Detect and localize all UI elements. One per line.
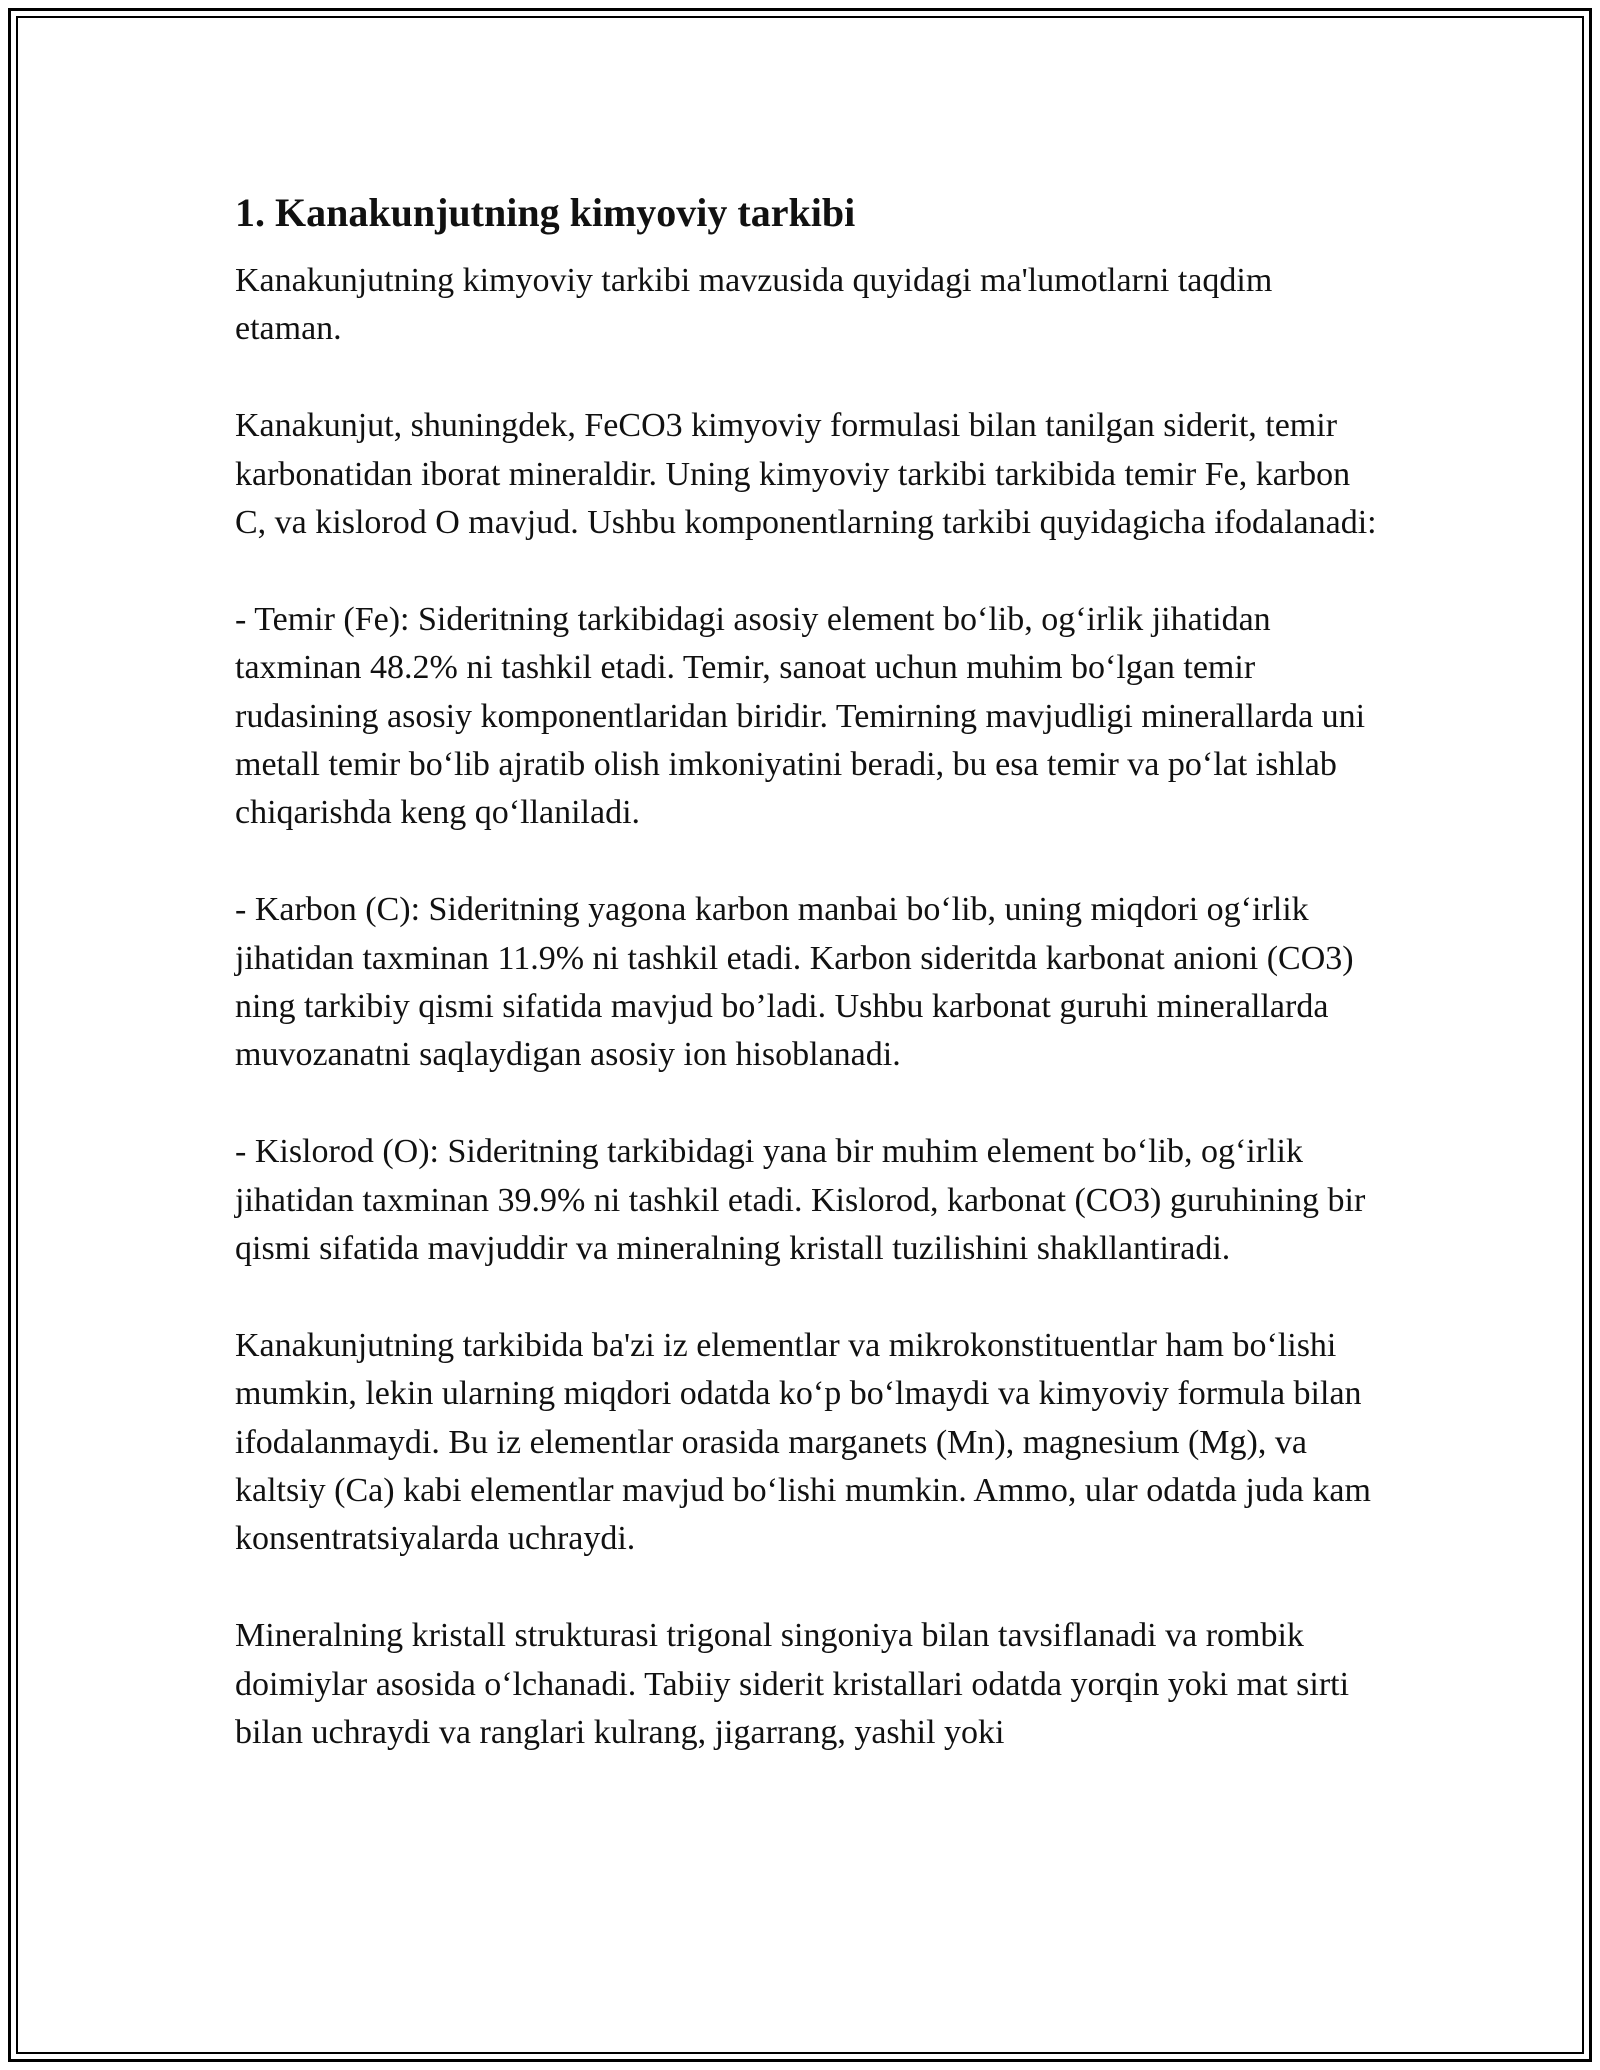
paragraph-intro: Kanakunjutning kimyoviy tarkibi mavzusida quyidagi ma'lumotlarni taqdim etaman. [235, 262, 1273, 348]
paragraph-iron: - Temir (Fe): Sideritning tarkibidagi asosiy element bo‘lib, og‘irlik jihatidan taxminan 48.2% ni tashkil etadi. Temir, sanoat uchun muhim bo‘lgan temir rudasining asosiy komponentlaridan biridir. Temirning mavjudligi minerallarda uni metall temir bo‘lib ajratib olish imkoniyatini beradi, bu esa temir va po‘lat ishlab chiqarishda keng qo‘llaniladi. [235, 600, 1366, 832]
paragraph-trace-elements: Kanakunjutning tarkibida ba'zi iz elementlar va mikrokonstituentlar ham bo‘lishi mumkin, lekin ularning miqdori odatda ko‘p bo‘lmaydi va kimyoviy formula bilan ifodalanmaydi. Bu iz elementlar orasida marganets (Mn), magnesium (Mg), va kaltsiy (Ca) kabi elementlar mavjud bo‘lishi mumkin. Ammo, ular odatda juda kam konsentratsiyalarda uchraydi. [235, 1326, 1371, 1558]
document-body [235, 185, 1385, 1758]
paragraph-carbon: - Karbon (C): Sideritning yagona karbon manbai bo‘lib, uning miqdori og‘irlik jihatidan taxminan 11.9% ni tashkil etadi. Karbon sideritda karbonat anioni (CO3) ning tarkibiy qismi sifatida mavjud bo’ladi. Ushbu karbonat guruhi minerallarda muvozanatni saqlaydigan asosiy ion hisoblanadi. [235, 891, 1354, 1074]
paragraph-oxygen: - Kislorod (O): Sideritning tarkibidagi yana bir muhim element bo‘lib, og‘irlik jihatidan taxminan 39.9% ni tashkil etadi. Kislorod, karbonat (CO3) guruhining bir qismi sifatida mavjuddir va mineralning kristall tuzilishini shakllantiradi. [235, 1133, 1366, 1268]
paragraph-crystal-structure: Mineralning kristall strukturasi trigonal singoniya bilan tavsiflanadi va rombik doimiylar asosida o‘lchanadi. Tabiiy siderit kristallari odatda yorqin yoki mat sirti bilan uchraydi va ranglari kulrang, jigarrang, yashil yoki [235, 1617, 1350, 1752]
paragraph-composition: Kanakunjut, shuningdek, FeCO3 kimyoviy formulasi bilan tanilgan siderit, temir karbonatidan iborat mineraldir. Uning kimyoviy tarkibi tarkibida temir Fe, karbon C, va kislorod O mavjud. Ushbu komponentlarning tarkibi quyidagicha ifodalanadi: [235, 407, 1377, 542]
section-heading: 1. Kanakunjutning kimyoviy tarkibi [235, 190, 856, 235]
